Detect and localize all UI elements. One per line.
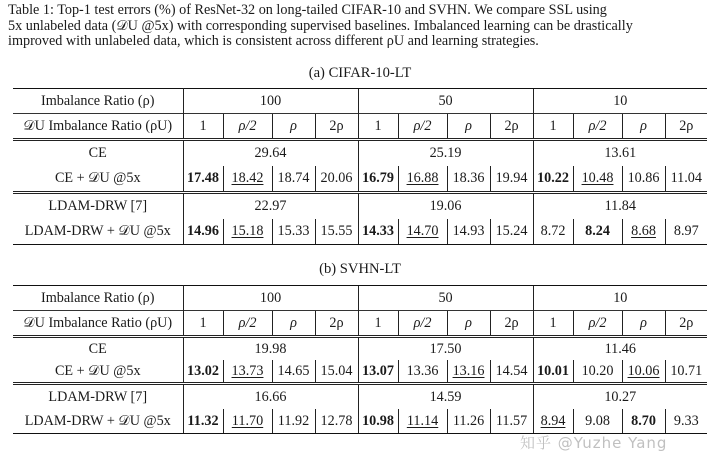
sub-header: ρ [272,311,315,337]
table-row [13,193,707,220]
data-cell: 17.50 [358,337,533,361]
cifar-table [13,88,707,245]
row-label: CE + 𝒟U @5x [13,166,183,193]
header-row-du-ratio [13,311,707,337]
data-cell: 13.61 [533,140,707,167]
data-cell: 11.14 [398,409,447,434]
data-cell: 8.97 [665,219,707,245]
table-caption [8,3,714,50]
sub-header: ρ/2 [573,114,622,140]
data-cell: 11.26 [447,409,490,434]
table-row [13,219,707,245]
row-label: Imbalance Ratio (ρ) [13,89,183,114]
sub-header: 1 [358,311,398,337]
data-cell: 13.07 [358,360,398,384]
data-cell: 18.74 [272,166,315,193]
data-cell: 25.19 [358,140,533,167]
header-row-ratio [13,286,707,311]
data-cell: 14.96 [183,219,223,245]
data-cell: 8.94 [533,409,573,434]
data-cell: 15.24 [490,219,533,245]
data-cell: 12.78 [315,409,358,434]
data-cell: 8.68 [622,219,665,245]
data-cell: 8.24 [573,219,622,245]
header-row-ratio [13,89,707,114]
data-cell: 16.66 [183,384,358,410]
data-cell: 10.06 [622,360,665,384]
data-cell: 10.86 [622,166,665,193]
data-cell: 17.48 [187,170,219,186]
row-label: 𝒟U Imbalance Ratio (ρU) [13,114,183,140]
data-cell: 11.70 [223,409,272,434]
data-cell: 9.33 [665,409,707,434]
caption-line-3: improved with unlabeled data, which is consistent across different ρU and learning strategies. [8,33,539,49]
data-cell: 11.46 [533,337,707,361]
cifar-subtitle: (a) CIFAR-10-LT [308,65,412,81]
data-cell: 9.08 [573,409,622,434]
data-cell: 10.01 [533,360,573,384]
data-cell: 14.54 [490,360,533,384]
data-cell: 18.42 [223,166,272,193]
sub-header: 1 [183,311,223,337]
data-cell: 11.92 [272,409,315,434]
watermark: 知乎 @Yuzhe Yang [520,434,668,452]
sub-header: ρ [272,114,315,140]
data-cell: 10.27 [533,384,707,410]
table-row [13,140,707,167]
data-cell: 11.04 [665,166,707,193]
sub-header: ρ/2 [398,114,447,140]
row-label: LDAM-DRW [7] [13,384,183,410]
svhn-subtitle: (b) SVHN-LT [319,261,401,277]
caption-label: Table 1: [8,2,54,18]
sub-header: 2ρ [490,114,533,140]
sub-header: 2ρ [315,114,358,140]
data-cell: 8.70 [622,409,665,434]
sub-header: ρ/2 [573,311,622,337]
table-row [13,384,707,410]
sub-header: ρ/2 [223,114,272,140]
data-cell: 15.18 [223,219,272,245]
row-label: LDAM-DRW [7] [13,193,183,220]
row-label: CE [13,140,183,167]
header-row-du-ratio [13,114,707,140]
data-cell: 19.98 [183,337,358,361]
caption-line-2: 5x unlabeled data (𝒟U @5x) with corresponding supervised baselines. Imbalanced learning can be drastically [8,17,633,34]
row-label: CE + 𝒟U @5x [13,360,183,384]
data-cell: 18.36 [447,166,490,193]
sub-header: ρ [622,311,665,337]
table-row [13,409,707,434]
data-cell: 13.73 [223,360,272,384]
sub-header: ρ [447,311,490,337]
data-cell: 15.33 [272,219,315,245]
data-cell: 14.65 [272,360,315,384]
ratio-cell: 10 [533,286,707,311]
caption-line-1: Top-1 test errors (%) of ResNet-32 on long-tailed CIFAR-10 and SVHN. We compare SSL using [57,2,607,18]
sub-header: 1 [183,114,223,140]
ratio-cell: 100 [183,286,358,311]
sub-header: 2ρ [665,114,707,140]
data-cell: 8.72 [533,219,573,245]
data-cell: 14.70 [398,219,447,245]
ratio-cell: 50 [358,286,533,311]
ratio-cell: 50 [358,89,533,114]
row-label: LDAM-DRW + 𝒟U @5x [13,409,183,434]
data-cell: 10.22 [533,166,573,193]
table-row [13,360,707,384]
sub-header: 2ρ [665,311,707,337]
sub-header: ρ/2 [223,311,272,337]
sub-header: 1 [533,114,573,140]
data-cell: 15.55 [315,219,358,245]
data-cell: 11.32 [183,409,223,434]
data-cell: 19.06 [358,193,533,220]
data-cell: 14.93 [447,219,490,245]
data-cell: 19.94 [490,166,533,193]
data-cell: 13.16 [447,360,490,384]
table-row [13,166,707,193]
data-cell: 14.59 [358,384,533,410]
data-cell: 20.06 [315,166,358,193]
data-cell: 11.57 [490,409,533,434]
sub-header: 1 [358,114,398,140]
data-cell: 16.79 [358,166,398,193]
data-cell: 16.88 [398,166,447,193]
data-cell: 10.48 [573,166,622,193]
data-cell: 10.98 [358,409,398,434]
ratio-cell: 100 [183,89,358,114]
data-cell: 13.02 [187,362,219,379]
row-label: Imbalance Ratio (ρ) [13,286,183,311]
data-cell: 10.71 [665,360,707,384]
row-label: 𝒟U Imbalance Ratio (ρU) [13,311,183,337]
svhn-table [13,285,707,434]
sub-header: ρ [622,114,665,140]
table-row [13,337,707,361]
sub-header: 1 [533,311,573,337]
sub-header: 2ρ [490,311,533,337]
data-cell: 10.20 [573,360,622,384]
data-cell: 11.84 [533,193,707,220]
data-cell: 15.04 [315,360,358,384]
row-label: CE [13,337,183,361]
ratio-cell: 10 [533,89,707,114]
sub-header: ρ [447,114,490,140]
sub-header: ρ/2 [398,311,447,337]
data-cell: 14.33 [358,219,398,245]
data-cell: 22.97 [183,193,358,220]
data-cell: 29.64 [183,140,358,167]
data-cell: 13.36 [398,360,447,384]
sub-header: 2ρ [315,311,358,337]
row-label: LDAM-DRW + 𝒟U @5x [13,219,183,245]
